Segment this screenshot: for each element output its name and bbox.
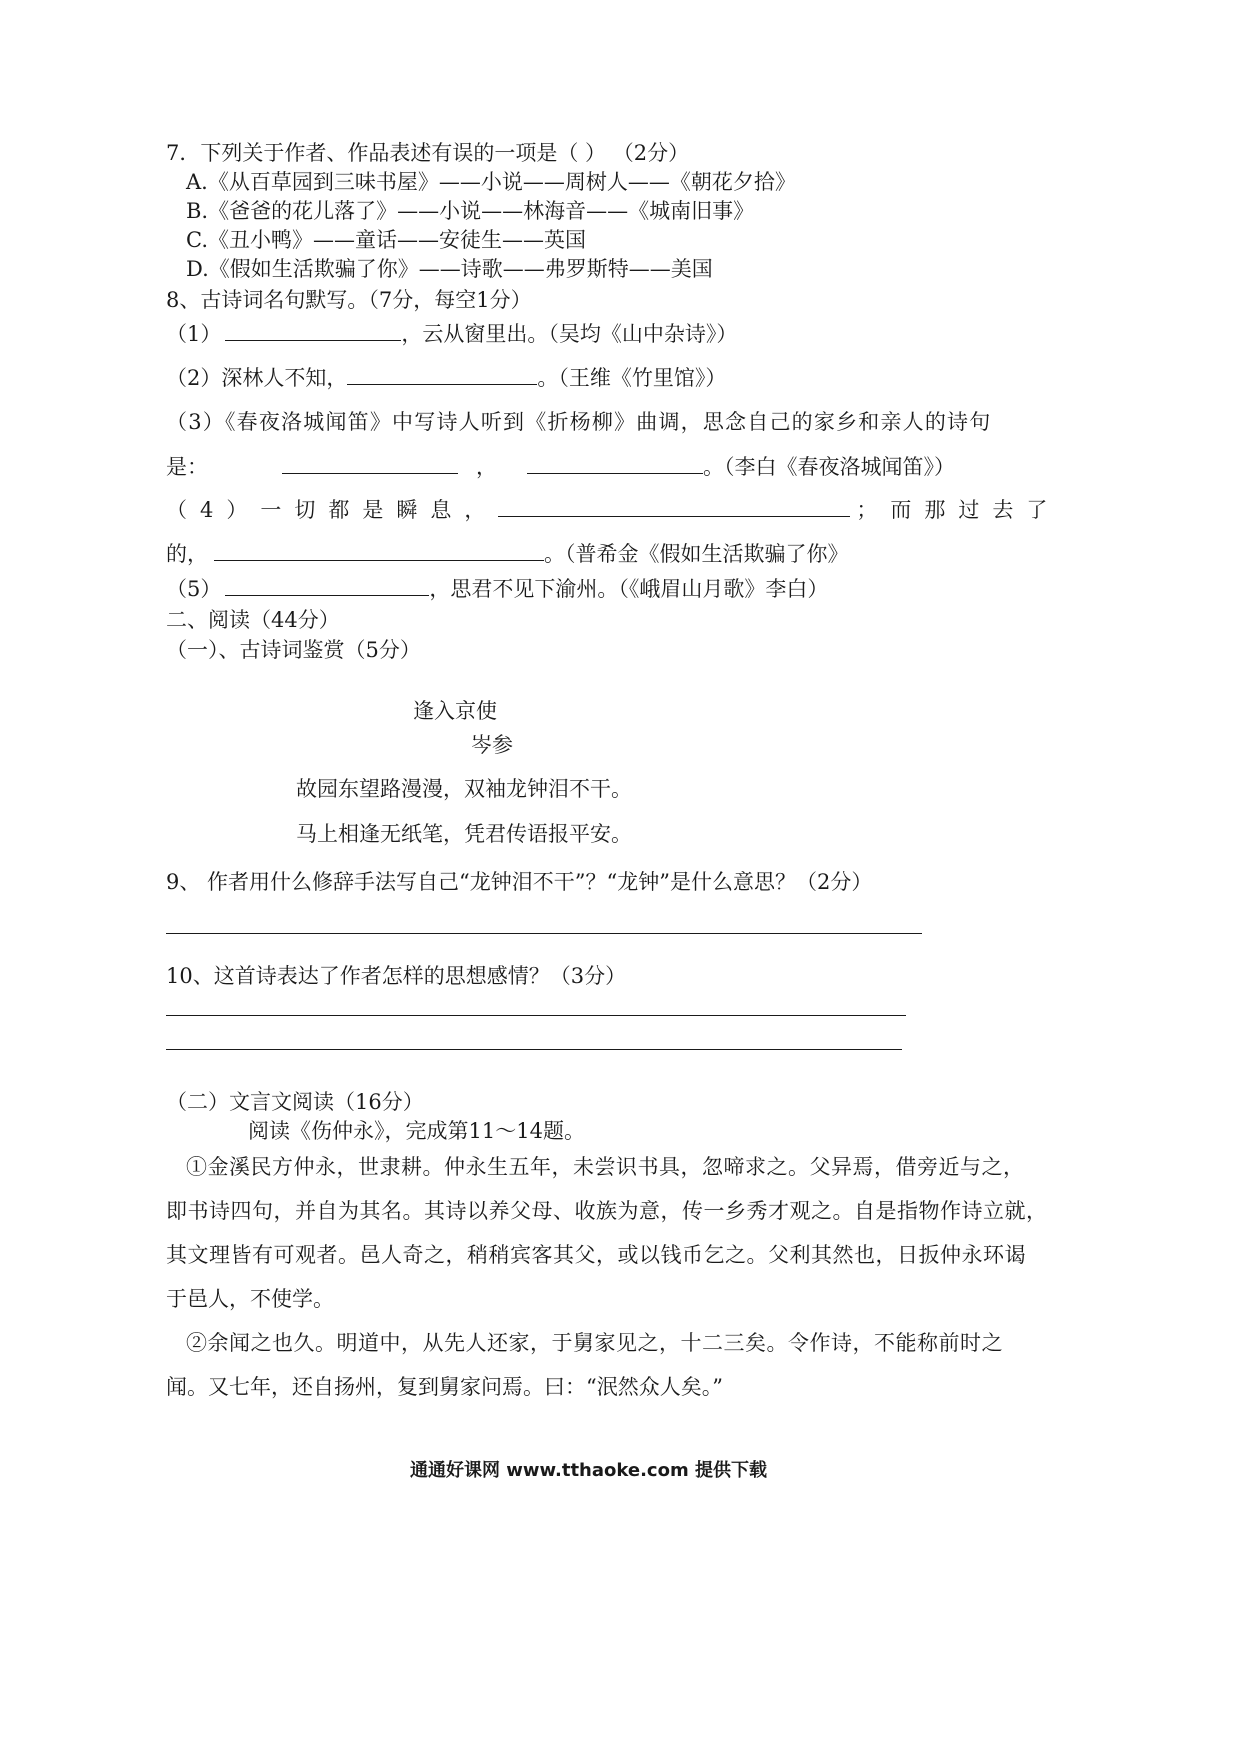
q9-stem: 9、 作者用什么修辞手法写自己“龙钟泪不干”？“龙钟”是什么意思？（2分）	[166, 870, 873, 894]
q7-option-b: B.《爸爸的花儿落了》——小说——林海音——《城南旧事》	[186, 199, 755, 223]
q8-item-4-line-2-prefix: 的，	[166, 542, 208, 566]
q8-item-1-text: ，云从窗里出。（吴均《山中杂诗》）	[401, 322, 738, 346]
q8-item-5	[166, 573, 828, 603]
part-2-title: （二）文言文阅读（16分）	[166, 1090, 424, 1114]
passage-paragraph-2-line-1: ②余闻之也久。明道中，从先人还家，于舅家见之，十二三矣。令作诗，不能称前时之	[186, 1331, 1003, 1355]
answer-blank[interactable]	[225, 318, 401, 341]
part-2-instruction: 阅读《伤仲永》，完成第11～14题。	[248, 1119, 585, 1143]
q8-item-5-text: ，思君不见下渝州。（《峨眉山月歌》李白）	[429, 577, 829, 601]
passage-paragraph-1-line-3: 其文理皆有可观者。邑人奇之，稍稍宾客其父，或以钱币乞之。父利其然也，日扳仲永环谒	[166, 1243, 1026, 1267]
q7-option-c: C.《丑小鸭》——童话——安徒生——英国	[186, 228, 586, 252]
q10-answer-line-2[interactable]	[166, 1049, 902, 1050]
q8-item-3-line-1: （3）《春夜洛城闻笛》中写诗人听到《折杨柳》曲调，思念自己的家乡和亲人的诗句	[166, 410, 992, 434]
answer-blank[interactable]	[347, 362, 537, 385]
q8-item-1	[166, 318, 737, 348]
poem-author: 岑参	[471, 733, 513, 757]
section-2-title: 二、阅读（44分）	[166, 608, 340, 632]
q8-item-4-suffix: ；而那过去了	[856, 498, 1061, 522]
passage-paragraph-1-line-1: ①金溪民方仲永，世隶耕。仲永生五年，未尝识书具，忽啼求之。父异焉，借旁近与之，	[186, 1155, 1025, 1179]
poem-title: 逢入京使	[413, 699, 497, 723]
passage-paragraph-1-line-2: 即书诗四句，并自为其名。其诗以养父母、收族为意，传一乡秀才观之。自是指物作诗立就，	[166, 1199, 1048, 1223]
q10-answer-line-1[interactable]	[166, 1015, 906, 1016]
q10-stem: 10、这首诗表达了作者怎样的思想感情？（3分）	[166, 964, 627, 988]
q8-item-2-prefix: （2）深林人不知，	[166, 366, 348, 390]
q8-item-4-prefix: （4）一切都是瞬息，	[166, 498, 499, 522]
q8-item-4-line-2	[166, 538, 849, 568]
q7-option-d: D.《假如生活欺骗了你》——诗歌——弗罗斯特——美国	[186, 257, 713, 281]
passage-paragraph-1-line-4: 于邑人，不使学。	[166, 1287, 334, 1311]
part-1-title: （一）、古诗词鉴赏（5分）	[166, 638, 421, 662]
q8-item-1-number: （1）	[166, 322, 222, 346]
poem-line-2: 马上相逢无纸笔，凭君传语报平安。	[296, 822, 632, 846]
q8-item-4-source: 。（普希金《假如生活欺骗了你》	[544, 542, 849, 566]
q7-stem: 7．下列关于作者、作品表述有误的一项是（ ） （2分）	[166, 141, 690, 165]
q8-item-3-line-2	[166, 451, 955, 481]
page-footer: 通通好课网 www.tthaoke.com 提供下载	[410, 1460, 767, 1481]
poem-line-1: 故园东望路漫漫，双袖龙钟泪不干。	[296, 777, 632, 801]
q8-stem: 8、古诗词名句默写。（7分，每空1分）	[166, 288, 532, 312]
q8-item-4-line-1	[166, 494, 1060, 524]
q9-answer-line[interactable]	[166, 933, 922, 934]
answer-blank[interactable]	[527, 451, 703, 474]
answer-blank[interactable]	[225, 573, 429, 596]
answer-blank[interactable]	[214, 538, 544, 561]
q8-item-3-source: 。（李白《春夜洛城闻笛》）	[703, 455, 955, 479]
q8-item-3-prefix: 是：	[166, 455, 208, 479]
answer-blank[interactable]	[498, 494, 850, 517]
passage-paragraph-2-line-2: 闻。又七年，还自扬州，复到舅家问焉。曰：“泯然众人矣。”	[166, 1375, 723, 1399]
q8-item-2-text: 。（王维《竹里馆》）	[537, 366, 727, 390]
q8-item-5-number: （5）	[166, 577, 222, 601]
q7-option-a: A.《从百草园到三味书屋》——小说——周树人——《朝花夕拾》	[186, 170, 796, 194]
q8-item-2	[166, 362, 726, 392]
answer-blank[interactable]	[282, 451, 458, 474]
q8-item-3-comma: ，	[476, 455, 497, 479]
